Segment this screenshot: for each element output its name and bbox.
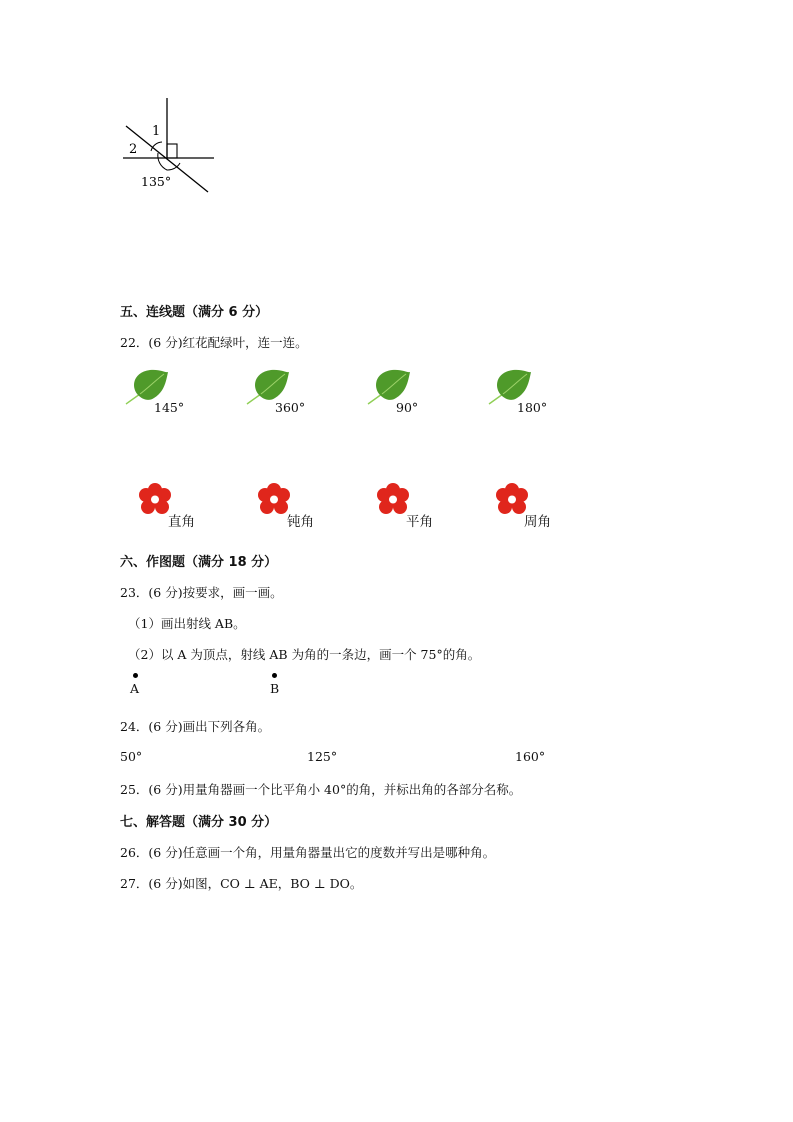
question-25: 25．(6 分)用量角器画一个比平角小 40°的角，并标出角的各部分名称。 (120, 782, 522, 797)
question-24: 24．(6 分)画出下列各角。 (120, 719, 271, 734)
flower-label-1: 直角 (168, 514, 195, 530)
angle-value-125: 125° (307, 749, 338, 764)
section5-title: 五、连线题（满分 6 分） (120, 305, 269, 320)
point-a-label: A (130, 681, 140, 696)
figure-label-1: 1 (152, 124, 161, 139)
point-a-dot (133, 673, 138, 678)
leaf-label-4: 180° (517, 400, 548, 415)
point-b-dot (272, 673, 277, 678)
question-23: 23．(6 分)按要求，画一画。 (120, 585, 283, 600)
question-26: 26．(6 分)任意画一个角，用量角器量出它的度数并写出是哪种角。 (120, 845, 496, 860)
leaf-label-2: 360° (275, 400, 306, 415)
question-23-part1: （1）画出射线 AB。 (128, 616, 246, 631)
flower-label-3: 平角 (406, 514, 433, 530)
point-b-label: B (270, 681, 280, 696)
flower-label-2: 钝角 (287, 514, 314, 530)
right-angle-mark (167, 144, 177, 158)
section6-title: 六、作图题（满分 18 分） (120, 555, 278, 570)
figure-angle-label: 135° (141, 174, 172, 189)
question-27: 27．(6 分)如图，CO ⊥ AE，BO ⊥ DO。 (120, 876, 363, 891)
figure-label-2: 2 (129, 142, 138, 157)
angle-value-160: 160° (515, 749, 546, 764)
question-23-part2: （2）以 A 为顶点，射线 AB 为角的一条边，画一个 75°的角。 (128, 647, 481, 662)
section7-title: 七、解答题（满分 30 分） (120, 815, 278, 830)
flower-label-4: 周角 (524, 514, 551, 530)
angle-value-50: 50° (120, 749, 143, 764)
question-22: 22．(6 分)红花配绿叶，连一连。 (120, 335, 308, 350)
leaf-label-3: 90° (396, 400, 419, 415)
angle-arc-small (151, 142, 162, 151)
leaf-label-1: 145° (154, 400, 185, 415)
angle-figure (118, 92, 228, 202)
